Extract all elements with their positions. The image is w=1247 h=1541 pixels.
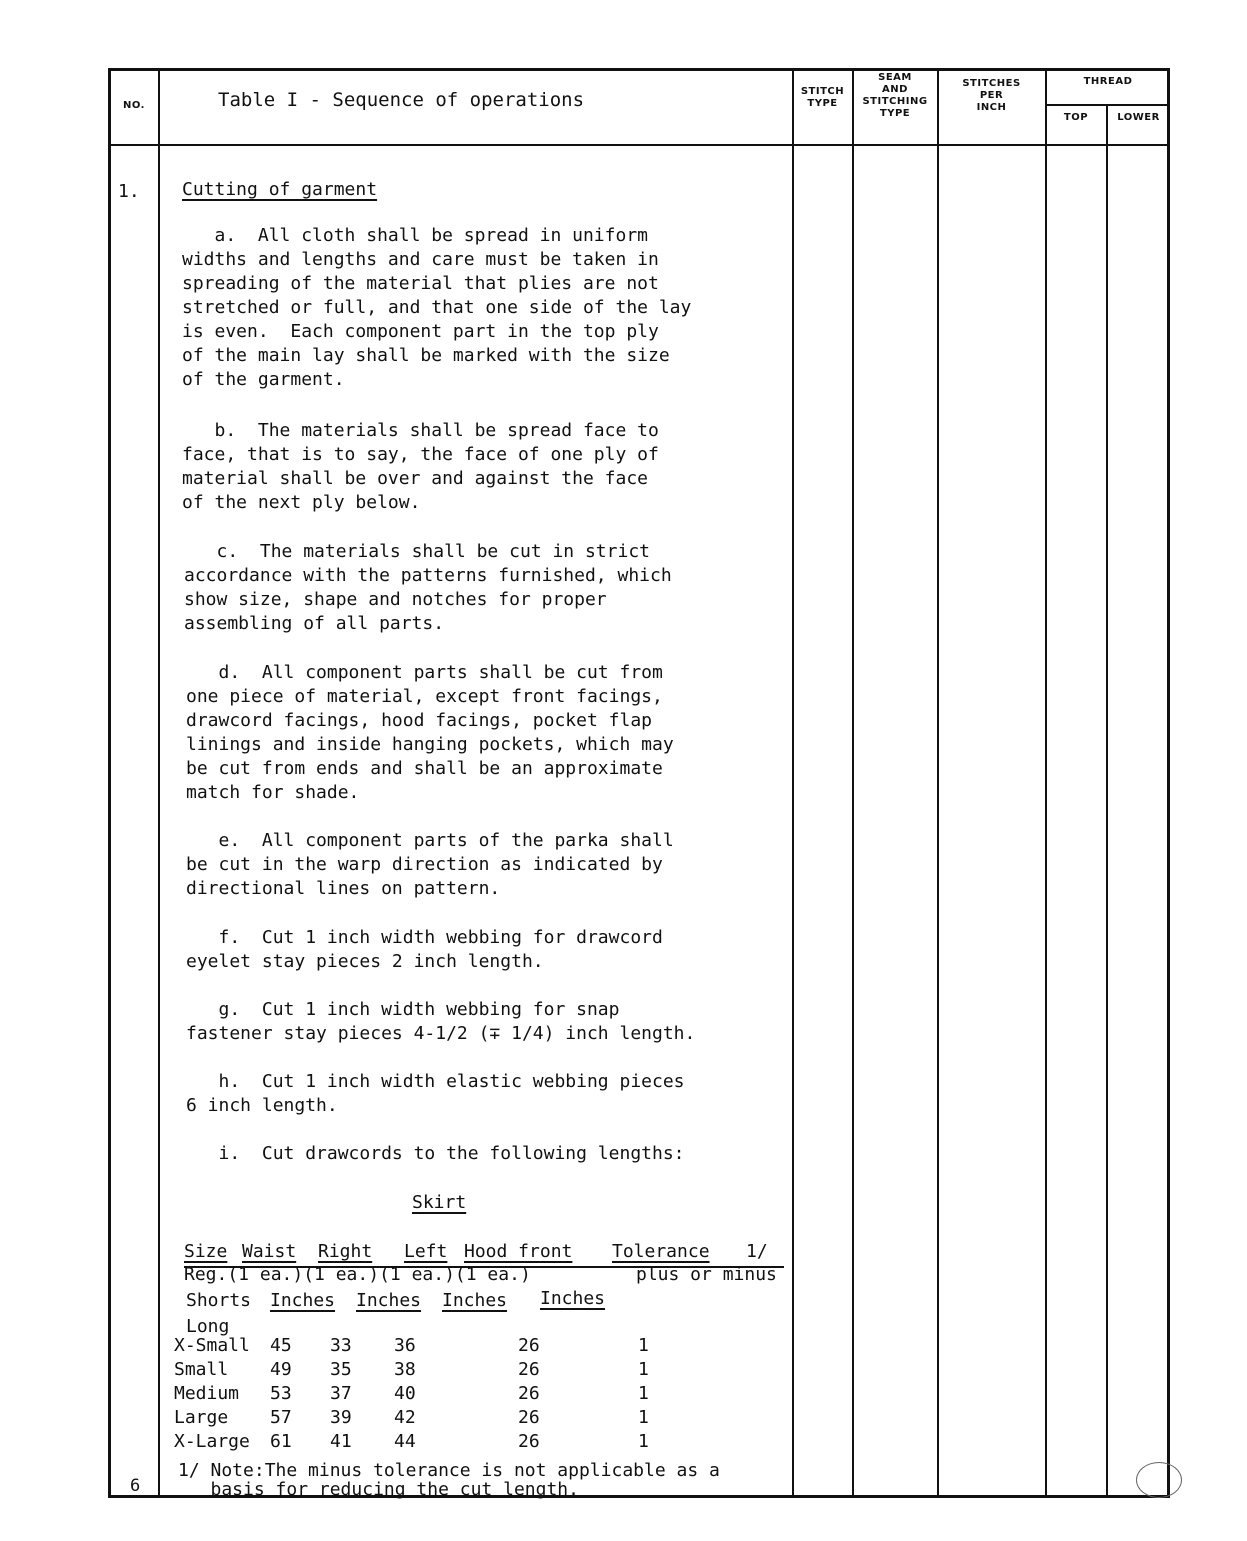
paragraph-c: c. The materials shall be cut in strict accordance with the patterns furnished, which show size, shape and notches for proper assembling of all parts. xyxy=(184,541,672,634)
header-seam-type: SEAM AND STITCHING TYPE xyxy=(862,72,928,119)
cell-size: X-Small xyxy=(174,1335,250,1356)
col-tolerance: Tolerance xyxy=(612,1241,710,1262)
cell-waist: 45 xyxy=(270,1335,292,1356)
header-thread-top: TOP xyxy=(1063,112,1089,123)
column-divider-stitches xyxy=(937,68,939,1498)
long-label: Long xyxy=(186,1316,230,1337)
skirt-subhead: Reg.(1 ea.)(1 ea.)(1 ea.)(1 ea.) xyxy=(184,1264,531,1285)
cell-waist: 61 xyxy=(270,1431,292,1452)
plus-or-minus: plus or minus xyxy=(636,1264,777,1285)
column-divider-thread xyxy=(1045,68,1047,1498)
cell-tolerance: 1 xyxy=(638,1431,649,1452)
col-left: Left xyxy=(404,1241,448,1262)
cell-hood: 26 xyxy=(518,1431,540,1452)
col-right: Right xyxy=(318,1241,373,1262)
paragraph-d: d. All component parts shall be cut from one piece of material, except front facings, drawcord facings, hood facings, pocket flap linings and inside hanging pockets, which may be cut from ends and shall be an approximate match for shade. xyxy=(186,662,674,803)
cell-tolerance: 1 xyxy=(638,1335,649,1356)
page-number: 6 xyxy=(130,1476,141,1496)
cell-size: X-Large xyxy=(174,1431,250,1452)
cell-left: 44 xyxy=(394,1431,416,1452)
section-heading: Cutting of garment xyxy=(182,179,378,200)
paragraph-h: h. Cut 1 inch width elastic webbing pieces 6 inch length. xyxy=(186,1071,685,1116)
col-hood-front: Hood front xyxy=(464,1241,573,1262)
cell-hood: 26 xyxy=(518,1383,540,1404)
paragraph-i: i. Cut drawcords to the following lengths: xyxy=(186,1143,685,1164)
cell-size: Large xyxy=(174,1407,229,1428)
row-number: 1. xyxy=(118,181,140,202)
cell-tolerance: 1 xyxy=(638,1383,649,1404)
column-divider-seam xyxy=(852,68,854,1498)
header-stitch-type: STITCH TYPE xyxy=(800,86,845,109)
cell-left: 40 xyxy=(394,1383,416,1404)
cell-size: Small xyxy=(174,1359,229,1380)
header-no: NO. xyxy=(123,100,145,111)
thread-subdivider xyxy=(1045,104,1170,106)
cell-tolerance: 1 xyxy=(638,1407,649,1428)
inches-hood: Inches xyxy=(540,1288,606,1309)
header-thread: THREAD xyxy=(1083,76,1133,87)
inches-right: Inches xyxy=(356,1290,422,1311)
cell-tolerance: 1 xyxy=(638,1359,649,1380)
paragraph-e: e. All component parts of the parka shall be cut in the warp direction as indicated by directional lines on pattern. xyxy=(186,830,674,899)
footnote-ref: 1/ xyxy=(746,1241,768,1262)
cell-left: 36 xyxy=(394,1335,416,1356)
paragraph-b: b. The materials shall be spread face to face, that is to say, the face of one ply of material shall be over and against the face of the next ply below. xyxy=(182,420,659,513)
skirt-title: Skirt xyxy=(412,1192,467,1213)
inches-left: Inches xyxy=(442,1290,508,1311)
cell-hood: 26 xyxy=(518,1335,540,1356)
cell-waist: 49 xyxy=(270,1359,292,1380)
col-waist: Waist xyxy=(242,1241,297,1262)
column-divider-thread-top xyxy=(1106,104,1108,1498)
header-stitches-per-inch: STITCHES PER INCH xyxy=(962,78,1021,113)
cell-right: 35 xyxy=(330,1359,352,1380)
header-divider xyxy=(108,144,1170,146)
header-thread-lower: LOWER xyxy=(1117,112,1160,123)
col-size: Size xyxy=(184,1241,228,1262)
paragraph-g: g. Cut 1 inch width webbing for snap fastener stay pieces 4-1/2 (∓ 1/4) inch length. xyxy=(186,999,696,1044)
cell-hood: 26 xyxy=(518,1359,540,1380)
page-title: Table I - Sequence of operations xyxy=(218,89,585,111)
cell-right: 41 xyxy=(330,1431,352,1452)
cell-waist: 53 xyxy=(270,1383,292,1404)
paragraph-a: a. All cloth shall be spread in uniform widths and lengths and care must be taken in spreading of the material that plies are not stretched or full, and that one side of the lay is even. Each component part in the top ply of the main lay shall be marked with the size of the garment. xyxy=(182,225,692,390)
cell-right: 39 xyxy=(330,1407,352,1428)
column-divider-stitch xyxy=(792,68,794,1498)
cell-right: 33 xyxy=(330,1335,352,1356)
cell-left: 38 xyxy=(394,1359,416,1380)
paragraph-f: f. Cut 1 inch width webbing for drawcord eyelet stay pieces 2 inch length. xyxy=(186,927,663,972)
cell-left: 42 xyxy=(394,1407,416,1428)
column-divider-no xyxy=(158,68,160,1498)
inspection-stamp-icon xyxy=(1136,1462,1182,1498)
cell-right: 37 xyxy=(330,1383,352,1404)
inches-waist: Inches xyxy=(270,1290,336,1311)
footnote: 1/ Note:The minus tolerance is not applicable as a basis for reducing the cut length. xyxy=(178,1460,720,1500)
cell-size: Medium xyxy=(174,1383,240,1404)
cell-hood: 26 xyxy=(518,1407,540,1428)
shorts-label: Shorts xyxy=(186,1290,252,1311)
cell-waist: 57 xyxy=(270,1407,292,1428)
